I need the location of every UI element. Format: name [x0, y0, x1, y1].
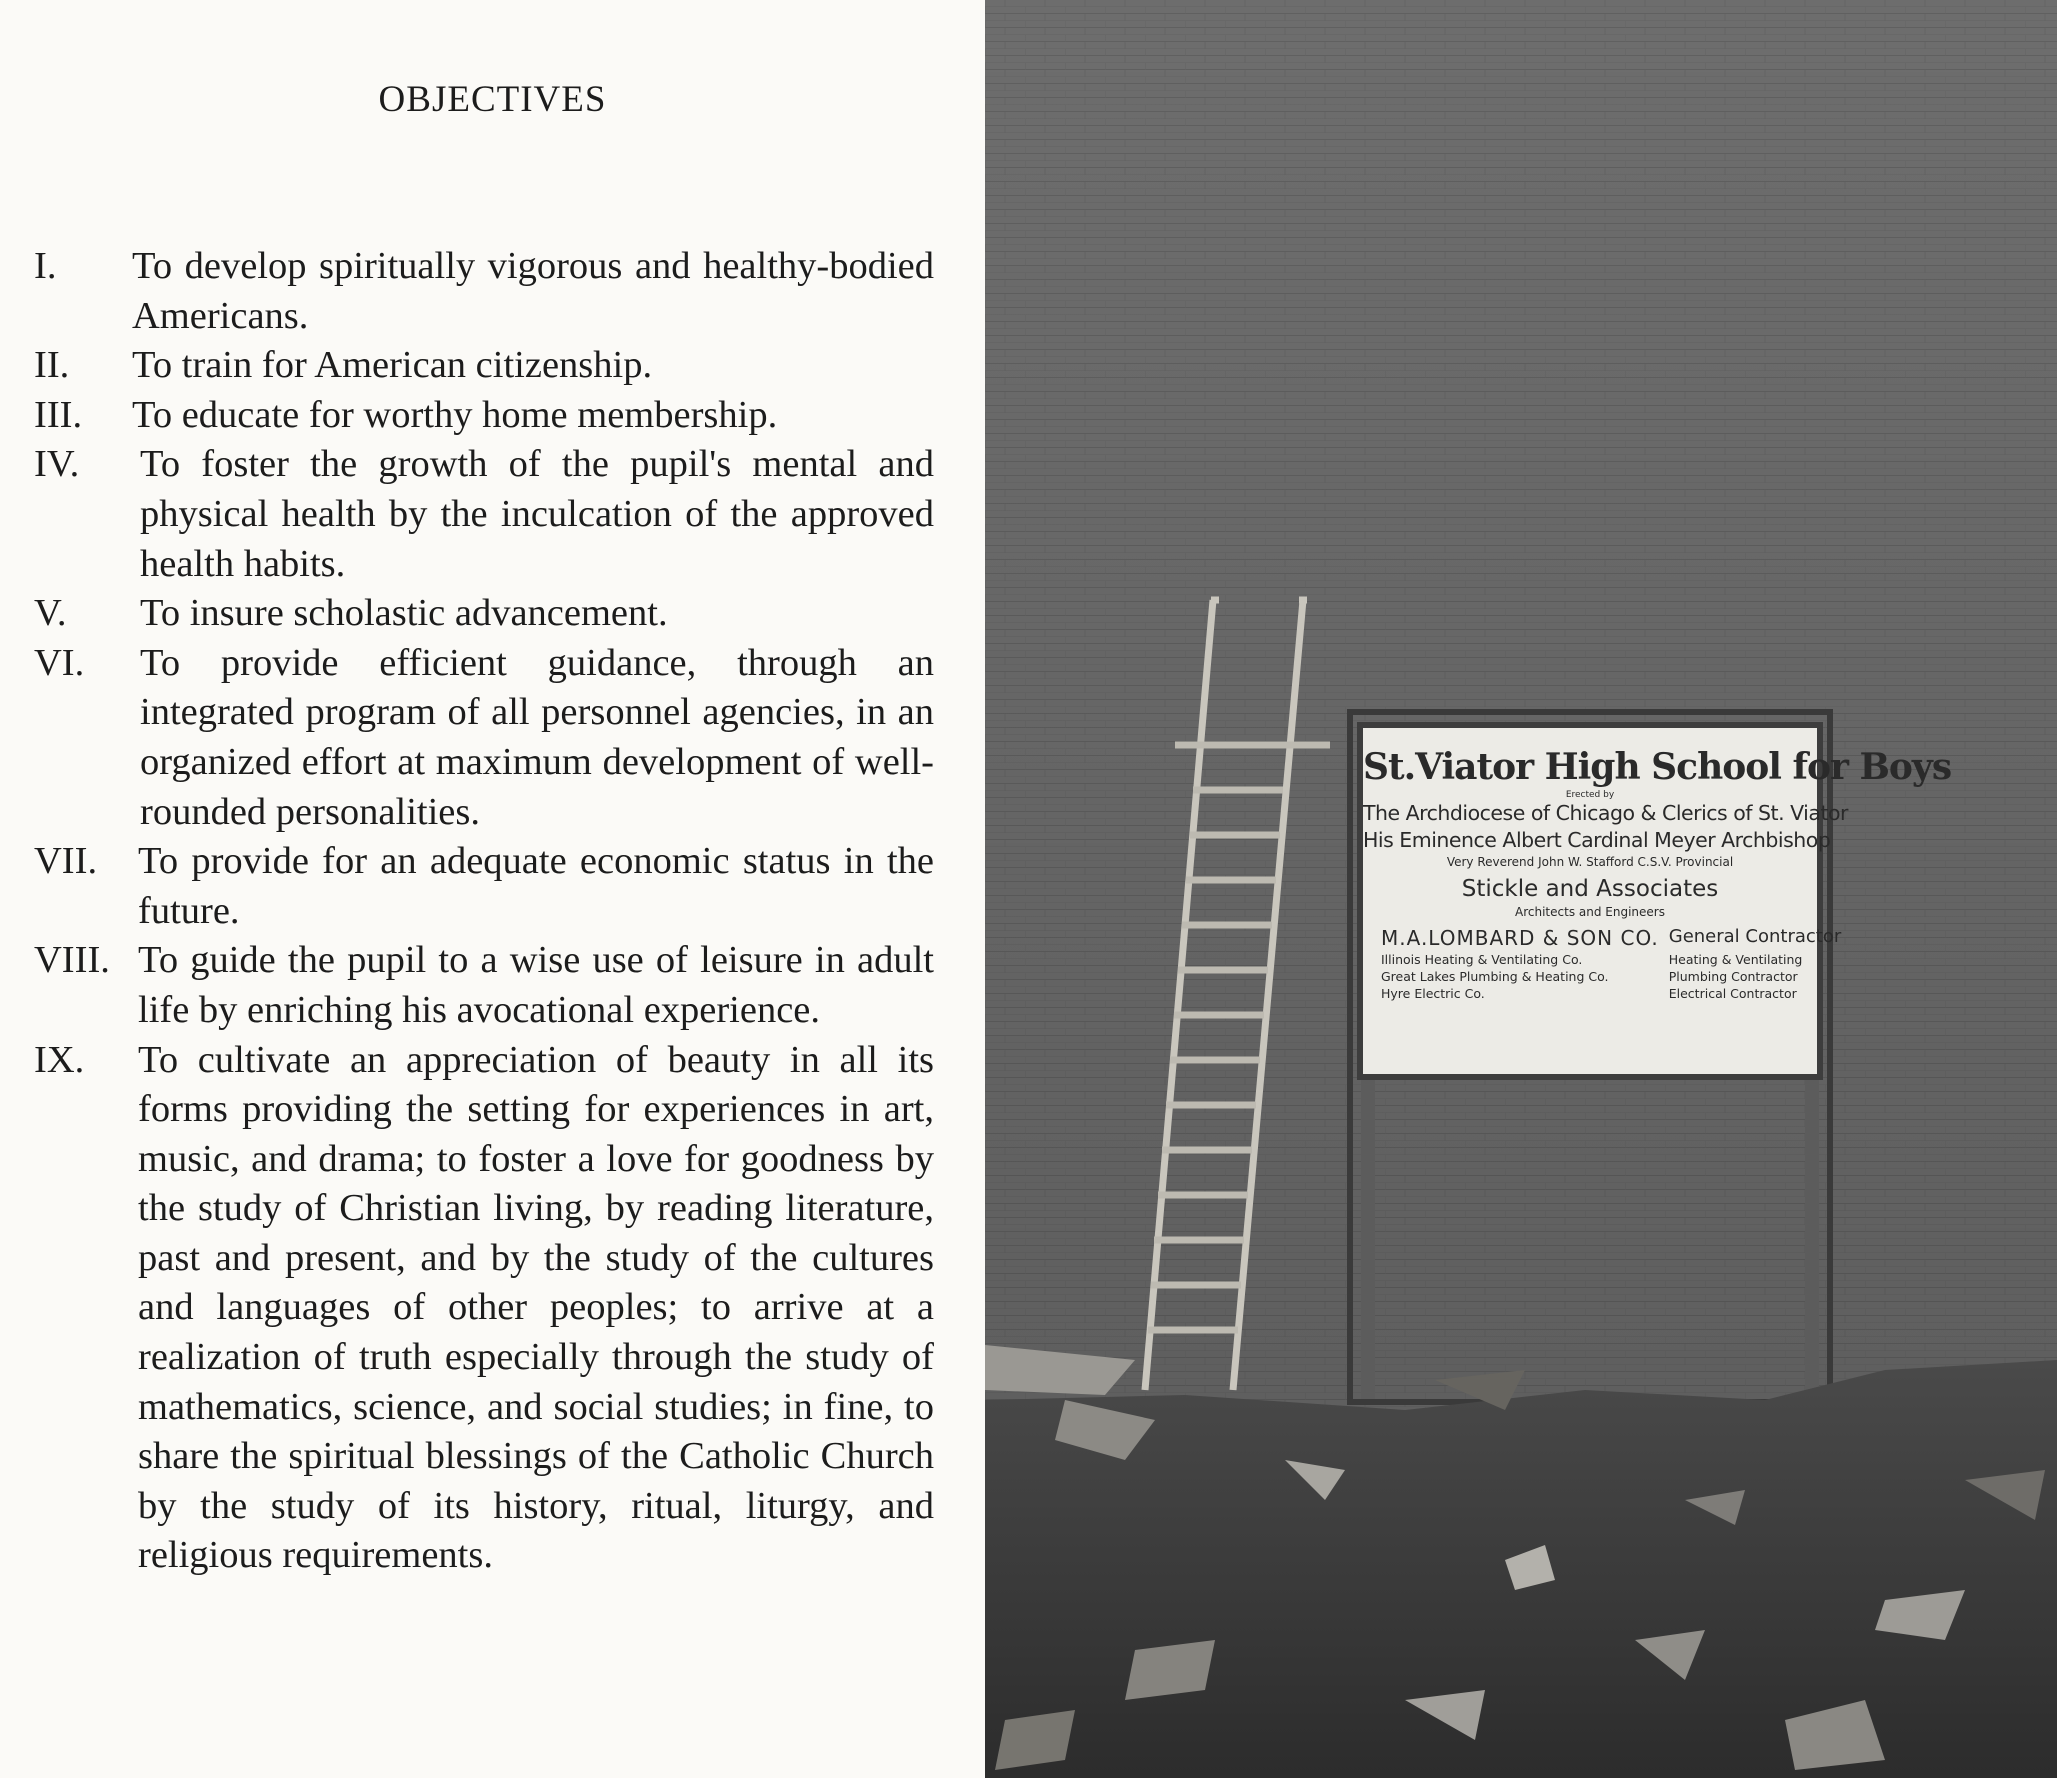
construction-sign	[1357, 722, 1952, 1080]
contractor-role: General Contractor	[1668, 926, 1842, 947]
objective-text: To cultivate an appreciation of beauty in all its forms providing the setting for experiences in art, music, and drama; to foster a love for goodness by the study of Christian living, by reading literature, past and present, and by the study of the cultures and languages of other peoples; to arrive at a realization of truth especially through the study of mathematics, science, and social studies; in fine, to share the spiritual blessings of the Catholic Church by the study of its history, ritual, liturgy, and religious requirements.	[138, 1038, 934, 1577]
sign-contractors	[1363, 920, 1842, 1001]
objective-item	[34, 242, 934, 341]
objective-text: To develop spiritually vigorous and healthy-bodied Americans.	[132, 245, 934, 337]
objective-item	[34, 589, 934, 639]
contractor-firm: Hyre Electric Co.	[1381, 986, 1485, 1001]
objective-item	[34, 936, 934, 1035]
text-page	[0, 0, 985, 1778]
sign-line-cardinal: His Eminence Albert Cardinal Meyer Archbishop	[1363, 828, 1831, 852]
sign-architects-sub: Architects and Engineers	[1515, 905, 1665, 919]
sign-line-archdiocese: The Archdiocese of Chicago & Clerics of St. Viator	[1363, 801, 1848, 825]
objective-numeral: III.	[34, 393, 83, 436]
sign-erected-by: Erected by	[1565, 790, 1615, 800]
objective-text: To foster the growth of the pupil's mental and physical health by the inculcation of the approved health habits.	[140, 443, 934, 585]
objective-numeral: IX.	[34, 1038, 85, 1081]
objective-numeral: VIII.	[34, 939, 110, 982]
contractor-firm: Illinois Heating & Ventilating Co.	[1381, 952, 1583, 967]
contractor-firm: Great Lakes Plumbing & Heating Co.	[1381, 969, 1609, 984]
contractor-role: Electrical Contractor	[1668, 986, 1797, 1001]
objective-text: To educate for worthy home membership.	[132, 393, 778, 436]
objective-item	[34, 837, 934, 936]
objective-item	[34, 391, 934, 441]
contractor-role: Plumbing Contractor	[1668, 969, 1798, 984]
objective-item	[34, 440, 934, 589]
sign-title: St.Viator High School for Boys	[1363, 746, 1952, 788]
objective-numeral: VI.	[34, 641, 85, 684]
sign-line-provincial: Very Reverend John W. Stafford C.S.V. Provincial	[1446, 855, 1734, 869]
objective-numeral: I.	[34, 245, 57, 287]
objective-numeral: IV.	[34, 443, 80, 486]
objective-text: To insure scholastic advancement.	[140, 592, 668, 635]
contractor-role: Heating & Ventilating	[1668, 952, 1803, 967]
contractor-firm: M.A.LOMBARD & SON CO.	[1381, 926, 1659, 950]
objective-text: To provide for an adequate economic status in the future.	[138, 840, 934, 932]
objective-text: To guide the pupil to a wise use of leisure in adult life by enriching his avocational experience.	[138, 939, 934, 1031]
objective-numeral: II.	[34, 344, 70, 387]
objective-text: To provide efficient guidance, through an integrated program of all personnel agencies, in an organized effort at maximum development of well-rounded personalities.	[140, 641, 934, 833]
objective-item	[34, 1036, 934, 1582]
construction-site-photo	[985, 0, 2057, 1778]
objective-item	[34, 341, 934, 391]
objective-item	[34, 639, 934, 837]
objectives-list	[34, 242, 934, 1581]
objective-text: To train for American citizenship.	[132, 344, 653, 387]
page-heading: OBJECTIVES	[378, 79, 607, 120]
objective-numeral: V.	[34, 592, 67, 635]
sign-architects: Stickle and Associates	[1461, 876, 1719, 902]
objective-numeral: VII.	[34, 840, 98, 883]
